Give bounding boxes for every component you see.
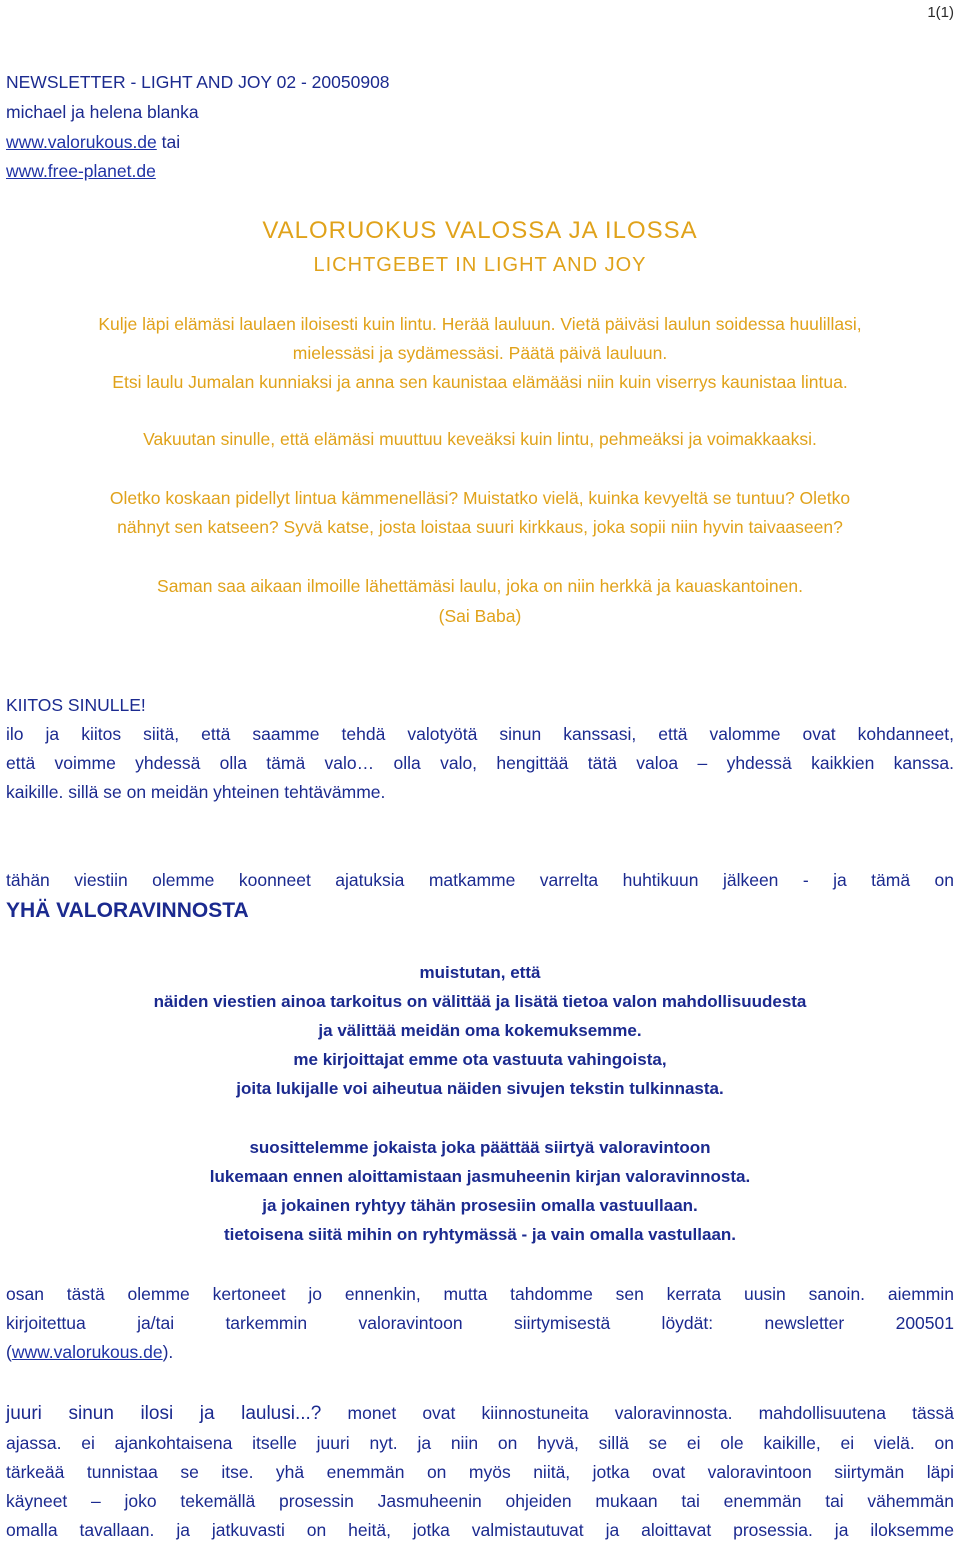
para1-line-3 xyxy=(6,1341,173,1363)
recommendation-line-4: tietoisena siitä mihin on ryhtymässä - ja vain omalla vastullaan. xyxy=(223,1225,737,1244)
quote-attribution: (Sai Baba) xyxy=(438,606,522,626)
authors: michael ja helena blanka xyxy=(6,102,199,122)
quote-line-4: Vakuutan sinulle, että elämäsi muuttuu keveäksi kuin lintu, pehmeäksi ja voimakkaaksi. xyxy=(143,429,817,449)
para2-line-1-rest: monet ovat kiinnostuneita valoravinnosta. mahdollisuutena tässä xyxy=(321,1403,955,1423)
valorukous-link-2[interactable]: www.valorukous.de xyxy=(11,1342,163,1362)
link-separator: tai xyxy=(156,132,181,152)
free-planet-link[interactable]: www.free-planet.de xyxy=(6,161,156,181)
disclaimer-line-1: muistutan, että xyxy=(419,963,541,982)
quote-line-2: mielessäsi ja sydämessäsi. Päätä päivä lauluun. xyxy=(292,343,668,363)
para2-line-1 xyxy=(6,1402,954,1425)
disclaimer-line-5: joita lukijalle voi aiheutua näiden sivujen tekstin tulkinnasta. xyxy=(236,1079,724,1098)
paren-close: ). xyxy=(162,1342,174,1362)
recommendation-line-3: ja jokainen ryhtyy tähän prosesiin omalla vastuullaan. xyxy=(262,1196,698,1215)
para2-line-4: käyneet – joko tekemällä prosessin Jasmuheenin ohjeiden mukaan tai enemmän tai vähemmän xyxy=(6,1491,954,1511)
thanks-line-1: ilo ja kiitos siitä, että saamme tehdä valotyötä sinun kanssasi, että valomme ovat kohdanneet, xyxy=(6,724,954,744)
recommendation-line-2: lukemaan ennen aloittamistaan jasmuheenin kirjan valoravinnosta. xyxy=(209,1167,751,1186)
link-row-1 xyxy=(6,131,180,153)
quote-line-3: Etsi laulu Jumalan kunniaksi ja anna sen kaunistaa elämääsi niin kuin viserrys kaunistaa lintua. xyxy=(112,372,848,392)
thanks-heading: KIITOS SINULLE! xyxy=(6,695,146,715)
quote-line-6: nähnyt sen katseen? Syvä katse, josta loistaa suuri kirkkaus, joka sopii niin hyvin taivaaseen? xyxy=(117,517,843,537)
quote-line-7: Saman saa aikaan ilmoille lähettämäsi laulu, joka on niin herkkä ja kauaskantoinen. xyxy=(157,576,803,596)
thanks-line-3: kaikille. sillä se on meidän yhteinen tehtävämme. xyxy=(6,782,386,802)
para1-line-2: kirjoitettua ja/tai tarkemmin valoravintoon siirtymisestä löydät: newsletter 200501 xyxy=(6,1313,954,1333)
disclaimer-line-4: me kirjoittajat emme ota vastuuta vahingoista, xyxy=(293,1050,667,1069)
para2-line-2: ajassa. ei ajankohtaisena itselle juuri nyt. ja niin on hyvä, sillä se ei ole kaikille, ei vielä. on xyxy=(6,1433,954,1453)
quote-line-1: Kulje läpi elämäsi laulaen iloisesti kuin lintu. Herää lauluun. Vietä päiväsi laulun soidessa huulillasi, xyxy=(98,314,862,334)
valorukous-link[interactable]: www.valorukous.de xyxy=(6,132,157,152)
para1-line-1: osan tästä olemme kertoneet jo ennenkin, mutta tahdomme sen kerrata uusin sanoin. aiemmin xyxy=(6,1284,954,1304)
page-subtitle: LICHTGEBET IN LIGHT AND JOY xyxy=(313,254,647,276)
thanks-line-2: että voimme yhdessä olla tämä valo… olla valo, hengittää tätä valoa – yhdessä kaikkien kanssa. xyxy=(6,753,954,773)
disclaimer-line-2: näiden viestien ainoa tarkoitus on välittää ja lisätä tietoa valon mahdollisuudesta xyxy=(153,992,807,1011)
recommendation-line-1: suosittelemme jokaista joka päättää siirtyä valoravintoon xyxy=(249,1138,711,1157)
page-title: VALORUOKUS VALOSSA JA ILOSSA xyxy=(262,217,698,244)
quote-line-5: Oletko koskaan pidellyt lintua kämmenelläsi? Muistatko vielä, kuinka kevyeltä se tuntuu? Oletko xyxy=(109,488,851,508)
link-row-2 xyxy=(6,160,156,182)
disclaimer-line-3: ja välittää meidän oma kokemuksemme. xyxy=(318,1021,642,1040)
newsletter-title: NEWSLETTER - LIGHT AND JOY 02 - 20050908 xyxy=(6,72,390,92)
para2-lead: juuri sinun ilosi ja laulusi...? xyxy=(6,1403,322,1424)
page-number: 1(1) xyxy=(927,4,954,21)
para2-line-5: omalla tavallaan. ja jatkuvasti on heitä, jotka valmistautuvat ja aloittavat prosessia. ja iloksemme xyxy=(6,1520,954,1540)
paren-open: ( xyxy=(6,1342,12,1362)
section-heading: YHÄ VALORAVINNOSTA xyxy=(6,899,249,922)
intro-line: tähän viestiin olemme koonneet ajatuksia matkamme varrelta huhtikuun jälkeen - ja tämä on xyxy=(6,870,954,890)
para2-line-3: tärkeää tunnistaa se itse. yhä enemmän on myös niitä, jotka ovat valoravintoon siirtymän läpi xyxy=(6,1462,954,1482)
